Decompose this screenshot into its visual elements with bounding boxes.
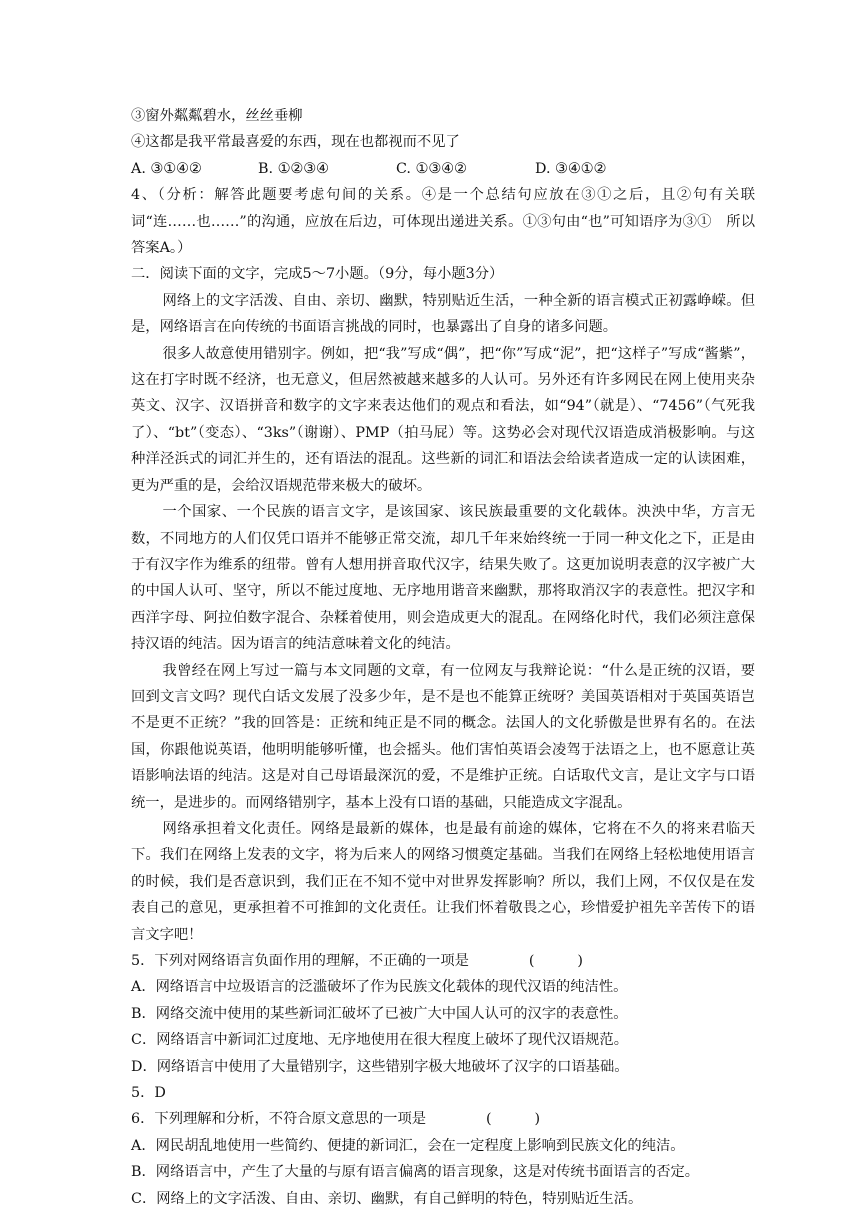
q3-choice-c: C. ①③④② [396, 160, 467, 177]
passage-paragraph-2: 很多人故意使用错别字。例如，把“我”写成“偶”，把“你”写成“泥”，把“这样子”写成“酱紫”，这在打字时既不经济，也无意义，但居然被越来越多的人认可。另外还有许多网民在网上使用夹杂英文、汉字、汉语拼音和数字的文字来表达他们的观点和看法，如“94”（就是）、“7456”（气死我了）、“bt”（变态）、“3ks”（谢谢）、PMP（拍马屁）等。这势必会对现代汉语造成消极影响。与这种洋泾浜式的词汇并生的，还有语法的混乱。这些新的词汇和语法会给读者造成一定的认读困难，更为严重的是，会给汉语规范带来极大的破坏。 [131, 345, 755, 494]
q6-stem-row [131, 1106, 755, 1132]
q3-choice-b: B. ①②③④ [258, 160, 329, 177]
q6-option-a: A．网民胡乱地使用一些简约、便捷的新词汇，会在一定程度上影响到民族文化的纯洁。 [131, 1137, 685, 1154]
passage-paragraph-1: 网络上的文字活泼、自由、亲切、幽默，特别贴近生活，一种全新的语言模式正初露峥嵘。但是，网络语言在向传统的书面语言挑战的同时，也暴露出了自身的诸多问题。 [131, 292, 755, 336]
q5-option-a: A．网络语言中垃圾语言的泛滥破坏了作为民族文化载体的现代汉语的纯洁性。 [131, 979, 628, 996]
q5-stem: 5．下列对网络语言负面作用的理解，不正确的一项是 [131, 953, 469, 969]
q5-option-c: C．网络语言中新词汇过度地、无序地使用在很大程度上破坏了现代汉语规范。 [131, 1032, 629, 1049]
q6-option-b: B．网络语言中，产生了大量的与原有语言偏离的语言现象，这是对传统书面语言的否定。 [131, 1164, 700, 1181]
q5-stem-row [131, 948, 755, 974]
q5-answer-blank: ( ) [528, 953, 583, 969]
passage-paragraph-5: 网络承担着文化责任。网络是最新的媒体，也是最有前途的媒体，它将在不久的将来君临天下。我们在网络上发表的文字，将为后来人的网络习惯奠定基础。当我们在网络上轻松地使用语言的时候，我们是否意识到，我们正在不知不觉中对世界发挥影响？所以，我们上网，不仅仅是在发表自己的意见，更承担着不可推卸的文化责任。让我们怀着敬畏之心，珍惜爱护祖先辛苦传下的语言文字吧！ [131, 820, 755, 943]
q4-analysis: 4、（分析：解答此题要考虑句间的关系。④是一个总结句应放在③①之后，且②句有关联词“连……也……”的沟通，应放在后边，可体现出递进关系。①③句由“也”可知语序为③① 所以答案A。） [131, 187, 755, 257]
q5-option-d: D．网络语言中使用了大量错别字，这些错别字极大地破坏了汉字的口语基础。 [131, 1058, 629, 1075]
q3-choice-d: D. ③④①② [535, 160, 607, 177]
passage-paragraph-3: 一个国家、一个民族的语言文字，是该国家、该民族最重要的文化载体。泱泱中华，方言无数，不同地方的人们仅凭口语并不能够正常交流，却几千年来始终统一于同一种文化之下，正是由于有汉字作为维系的纽带。曾有人想用拼音取代汉字，结果失败了。这更加说明表意的汉字被广大的中国人认可、坚守，所以不能过度地、无序地用谐音来幽默，那将取消汉字的表意性。把汉字和西洋字母、阿拉伯数字混合、杂糅着使用，则会造成更大的混乱。在网络化时代，我们必须注意保持汉语的纯洁。因为语言的纯洁意味着文化的纯洁。 [131, 504, 755, 653]
section2-heading: 二．阅读下面的文字，完成5～7小题。（9分，每小题3分） [131, 266, 504, 283]
q3-item-4: ④这都是我平常最喜爱的东西，现在也都视而不见了 [131, 134, 460, 151]
q6-option-c: C．网络上的文字活泼、自由、亲切、幽默，有自己鲜明的特色，特别贴近生活。 [131, 1190, 643, 1207]
q6-stem: 6．下列理解和分析，不符合原文意思的一项是 [131, 1111, 427, 1128]
q5-option-b: B．网络交流中使用的某些新词汇破坏了已被广大中国人认可的汉字的表意性。 [131, 1005, 628, 1022]
q3-item-3: ③窗外粼粼碧水，丝丝垂柳 [131, 108, 303, 124]
q6-answer-blank: ( ) [486, 1111, 541, 1128]
passage-paragraph-4: 我曾经在网上写过一篇与本文同题的文章，有一位网友与我辩论说：“什么是正统的汉语，要回到文言文吗？现代白话文发展了没多少年，是不是也不能算正统呀？美国英语相对于英国英语岂不是更不正统？”我的回答是：正统和纯正是不同的概念。法国人的文化骄傲是世界有名的。在法国，你跟他说英语，他明明能够听懂，也会摇头。他们害怕英语会凌驾于法语之上，也不愿意让英语影响法语的纯洁。这是对自己母语最深沉的爱，不是维护正统。白话取代文言，是让文字与口语统一，是进步的。而网络错别字，基本上没有口语的基础，只能造成文字混乱。 [131, 662, 755, 811]
q3-choices [131, 156, 755, 182]
q3-choice-a: A. ③①④② [131, 160, 202, 177]
q5-answer: 5．D [131, 1085, 166, 1102]
